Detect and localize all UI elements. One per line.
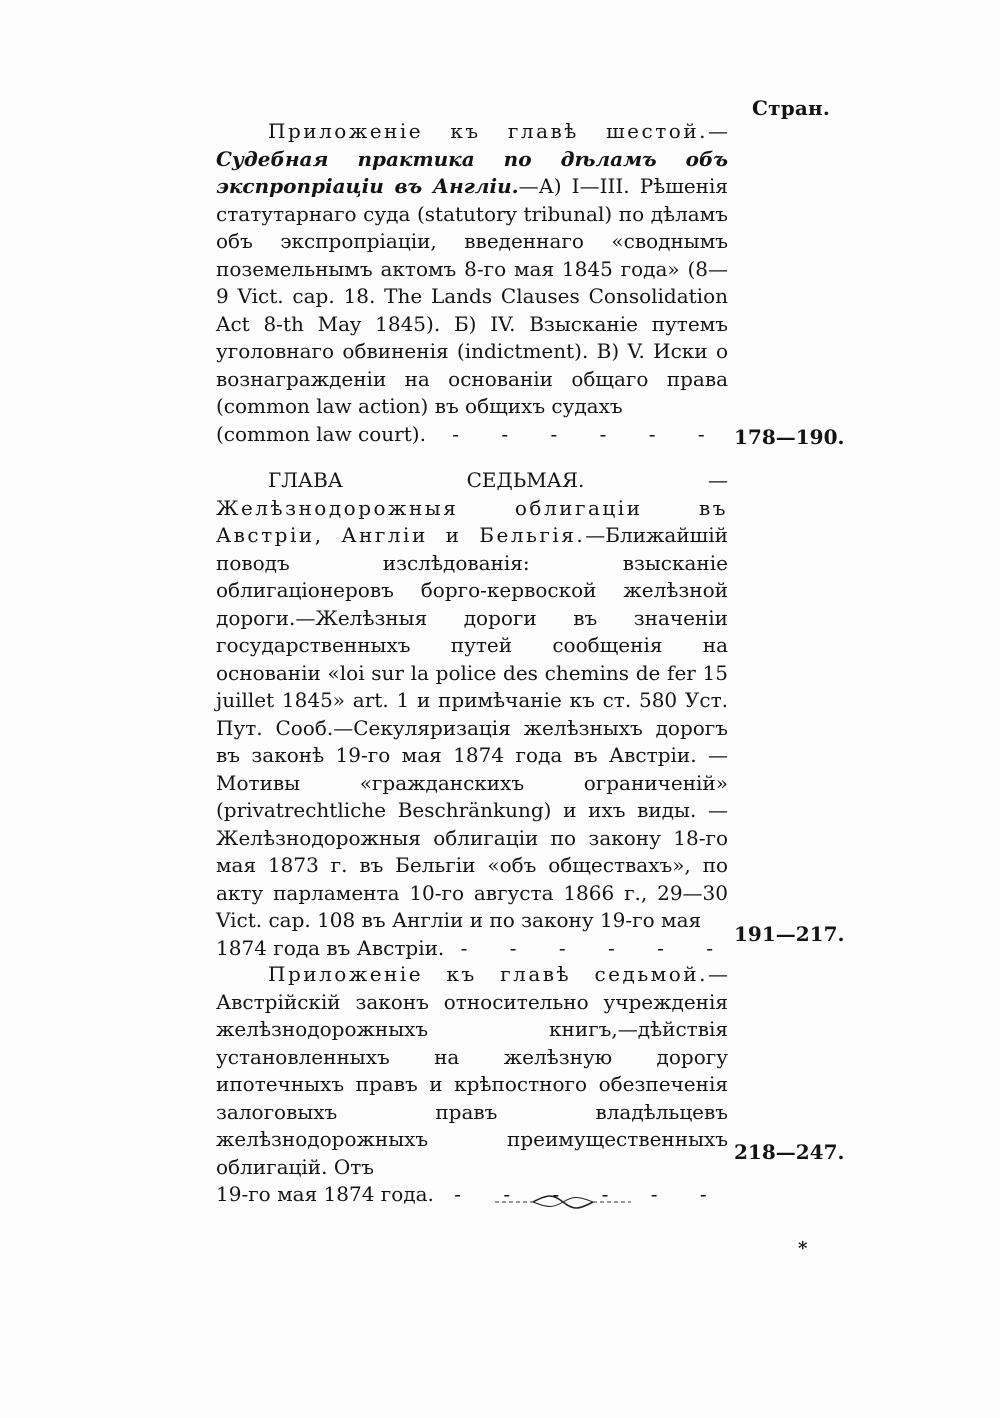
entry-last-line: (common law court). - - - - - - [216, 421, 723, 446]
entry-pages: 178—190. [734, 425, 845, 449]
dot-leaders: - - - - - - [452, 421, 723, 446]
toc-entry-appendix-7 [216, 961, 728, 1209]
toc-entry-appendix-6: Приложеніе къ главѣ шестой.—Судебная практика по дѣламъ объ экспропріаціи въ Англіи.—А) I—III. Рѣшенія статутарнаго суда (statutory tribunal) по дѣламъ объ экспропріаціи, введеннаго «своднымъ поземельнымъ актомъ 8-го мая 1845 года» (8—9 Vict. cap. 18. The Lands Clauses Consolidation Act 8-th May 1845). Б) IV. Взысканіе путемъ уголовнаго обвиненія (indictment). В) V. Иски о вознагражденіи на основаніи общаго права (common law action) въ общихъ судахъ (common law court). - - - - - - [216, 118, 728, 448]
entry-last-line: 1874 года въ Австріи. - - - - - - [216, 935, 731, 960]
entry-pages: 218—247. [734, 1140, 845, 1164]
entry-body: —Австрійскій законъ относительно учрежденія желѣзнодорожныхъ книгъ,—дѣйствія установленныхъ на желѣзную дорогу ипотечныхъ правъ и крѣпостного обезпеченія залоговыхъ правъ владѣльцевъ желѣзнодорожныхъ преимущественныхъ облигацій. Отъ [216, 962, 728, 1179]
entry-heading: ГЛАВА СЕДЬМАЯ. [268, 468, 585, 492]
ornament-divider-icon [493, 1192, 633, 1212]
page-column-label: Стран. [752, 96, 831, 120]
entry-last-line: 19-го мая 1874 года. - - - - - - [216, 1182, 725, 1206]
entry-heading: Приложеніе къ главѣ шестой. [268, 119, 708, 143]
entry-heading: Приложеніе къ главѣ седьмой. [268, 962, 708, 986]
entry-body: —Ближайшій поводъ изслѣдованія: взысканіе облигаціонеровъ борго-кервоской желѣзной дороги.—Желѣзныя дороги въ значеніи государственныхъ путей сообщенія на основаніи «loi sur la police des chemins de fer 15 juillet 1845» art. 1 и примѣчаніе къ ст. 580 Уст. Пут. Сооб.—Секуляризація желѣзныхъ дорогъ въ законѣ 19-го мая 1874 года въ Австріи. — Мотивы «гражданскихъ ограниченій» (privatrechtliche Beschränkung) и ихъ виды. — Желѣзнодорожныя облигаціи по закону 18-го мая 1873 г. въ Бельгіи «объ обществахъ», по акту парламента 10-го августа 1866 г., 29—30 Vict. cap. 108 въ Англіи и по закону 19-го мая [216, 523, 728, 932]
toc-entry-chapter-7: ГЛАВА СЕДЬМАЯ. — Желѣзнодорожныя облигаціи въ Австріи, Англіи и Бельгія.—Ближайшій поводъ изслѣдованія: взысканіе облигаціонеровъ борго-кервоской желѣзной дороги.—Желѣзныя дороги въ значеніи государственныхъ путей сообщенія на основаніи «loi sur la police des chemins de fer 15 juillet 1845» art. 1 и примѣчаніе къ ст. 580 Уст. Пут. Сооб.—Секуляризація желѣзныхъ дорогъ въ законѣ 19-го мая 1874 года въ Австріи. — Мотивы «гражданскихъ ограниченій» (privatrechtliche Beschränkung) и ихъ виды. — Желѣзнодорожныя облигаціи по закону 18-го мая 1873 г. въ Бельгіи «объ обществахъ», по акту парламента 10-го августа 1866 г., 29—30 Vict. cap. 108 въ Англіи и по закону 19-го мая 1874 года въ Австріи. - - - - - - [216, 467, 728, 962]
entry-pages: 191—217. [734, 922, 845, 946]
footer-mark: * [798, 1238, 808, 1259]
dot-leaders: - - - - - - [454, 1182, 725, 1206]
entry-subtitle: Желѣзнодорожныя облигаціи въ Австріи, Англіи и Бельгія. [216, 495, 728, 547]
dot-leaders: - - - - - - [460, 935, 731, 960]
entry-body: —А) I—III. Рѣшенія статутарнаго суда (statutory tribunal) по дѣламъ объ экспропріаціи, введеннаго «своднымъ поземельнымъ актомъ 8-го мая 1845 года» (8—9 Vict. cap. 18. The Lands Clauses Consolidation Act 8-th May 1845). Б) IV. Взысканіе путемъ уголовнаго обвиненія (indictment). В) V. Иски о вознагражденіи на основаніи общаго права (common law action) въ общихъ судахъ [216, 174, 728, 418]
entry-subtitle: Судебная практика по дѣламъ объ экспропріаціи въ Англіи. [216, 146, 728, 198]
